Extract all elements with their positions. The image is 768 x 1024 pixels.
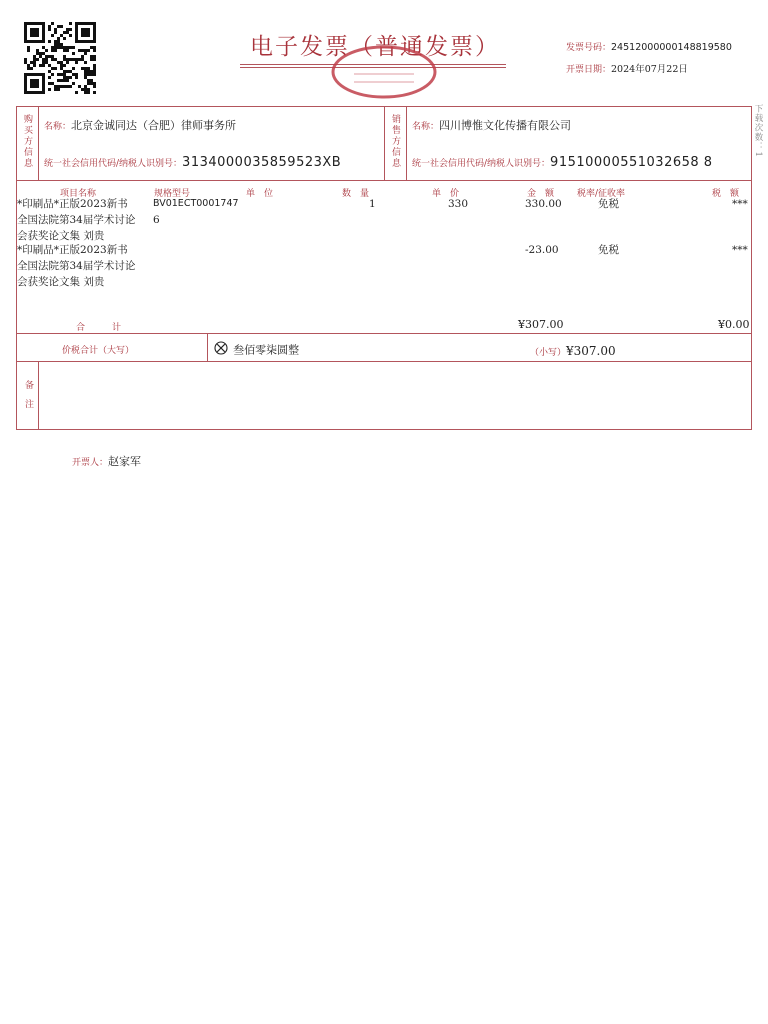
seller-label-divider (406, 106, 407, 180)
row2-item-line3: 会获奖论文集 刘贵 (17, 276, 105, 288)
seller-name: 四川博惟文化传播有限公司 (439, 119, 572, 132)
buyer-section-label: 购买方信息 (22, 114, 32, 169)
official-seal (330, 44, 438, 100)
grand-total-uppercase: 叁佰零柒圆整 (233, 343, 300, 357)
buyer-name: 北京金诚同达（合肥）律师事务所 (71, 119, 237, 132)
row2-rate: 免税 (598, 244, 619, 256)
seller-tax-row (412, 151, 713, 170)
header-rate: 税率/征收率 (577, 189, 626, 199)
invoice-number: 24512000000148819580 (611, 42, 732, 53)
buyer-name-row (44, 117, 236, 133)
row1-amount: 330.00 (525, 198, 562, 210)
table-row (16, 196, 752, 244)
grand-total-small-row (530, 340, 616, 359)
grand-total-divider (207, 333, 208, 361)
header-item: 项目名称 (60, 189, 97, 199)
table-row (16, 242, 752, 290)
header-spec: 规格型号 (154, 189, 191, 199)
buyer-tax-row (44, 151, 341, 170)
party-middle-divider (384, 106, 385, 180)
issue-date-label: 开票日期： (566, 65, 612, 75)
row1-spec: BV01ECT0001747 (153, 198, 239, 209)
row1-spec-cont: 6 (153, 214, 160, 226)
seller-section-label: 销售方信息 (390, 114, 400, 169)
row2-tax: *** (732, 244, 748, 256)
buyer-tax-label: 统一社会信用代码/纳税人识别号： (44, 159, 183, 169)
row1-price: 330 (448, 198, 469, 210)
row1-qty: 1 (369, 198, 376, 210)
total-tax: ¥0.00 (718, 318, 750, 331)
cross-circle-icon (214, 340, 228, 359)
grand-total-small-value: ¥307.00 (566, 344, 616, 358)
header-price: 单 价 (432, 189, 460, 199)
buyer-name-label: 名称： (44, 122, 72, 132)
header-unit: 单 位 (246, 189, 274, 199)
total-label: 合 计 (76, 323, 122, 333)
row1-tax: *** (732, 198, 748, 210)
issue-date-row (566, 61, 688, 75)
header-tax: 税 额 (712, 189, 740, 199)
seller-tax-id: 91510000551032658 8 (550, 155, 713, 170)
issuer-row (72, 450, 141, 469)
grand-total-label: 价税合计（大写） (62, 346, 135, 356)
party-divider-bottom (16, 180, 752, 181)
seller-tax-label: 统一社会信用代码/纳税人识别号： (412, 159, 551, 169)
seller-name-label: 名称： (412, 122, 440, 132)
frame-bottom (16, 429, 752, 430)
grand-total-top (16, 333, 752, 334)
row1-item-line2: 全国法院第34届学术讨论 (17, 214, 136, 226)
header-amount: 金 额 (527, 189, 555, 199)
row1-rate: 免税 (598, 198, 619, 210)
header-qty: 数 量 (342, 189, 370, 199)
row2-amount: -23.00 (525, 244, 559, 256)
remarks-divider (38, 361, 39, 430)
invoice-number-label: 发票号码： (566, 43, 612, 53)
issuer-label: 开票人： (72, 458, 109, 468)
buyer-tax-id: 3134000035859523XB (182, 155, 342, 170)
row1-item-line3: 会获奖论文集 刘贵 (17, 230, 105, 242)
total-amount: ¥307.00 (518, 318, 564, 331)
row2-item-line1: *印刷品*正版2023新书 (17, 244, 128, 256)
buyer-label-divider (38, 106, 39, 180)
seller-name-row (412, 117, 571, 133)
row1-item-line1: *印刷品*正版2023新书 (17, 198, 128, 210)
invoice-number-row (566, 40, 732, 53)
grand-total-small-label: （小写） (530, 348, 567, 358)
qr-code (24, 22, 96, 94)
grand-total-bottom (16, 361, 752, 362)
download-count-note: 下载次数：1 (753, 104, 763, 158)
grand-total-uppercase-row (214, 339, 299, 359)
row2-item-line2: 全国法院第34届学术讨论 (17, 260, 136, 272)
issue-date: 2024年07月22日 (611, 64, 688, 75)
remarks-label: 备注 (23, 380, 33, 418)
invoice-title: 电子发票（普通发票） (250, 34, 500, 60)
issuer-name: 赵家军 (108, 455, 142, 468)
